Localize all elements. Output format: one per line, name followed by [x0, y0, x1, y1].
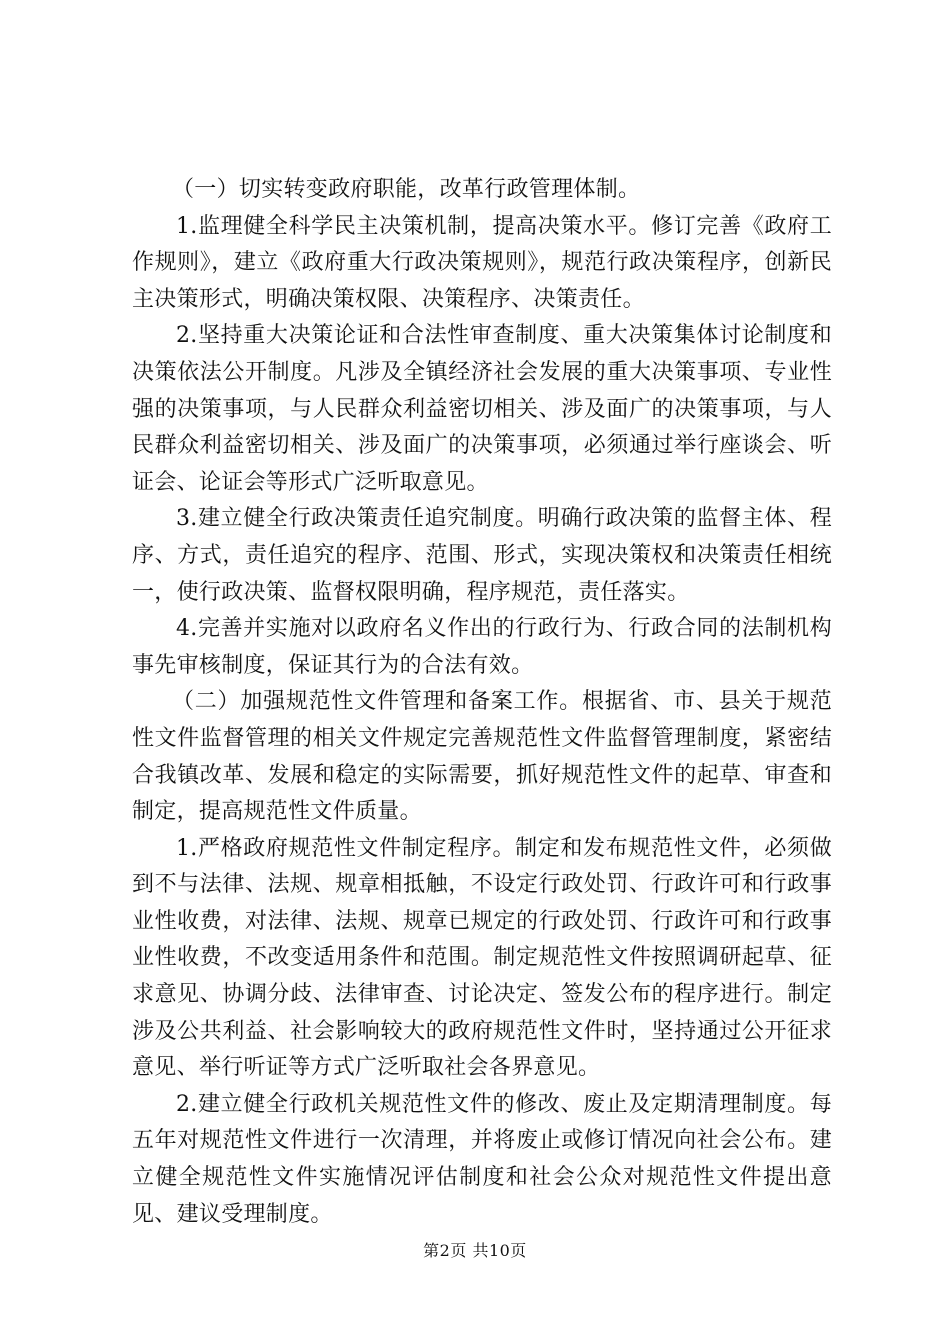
paragraph-item-1-1: 1.监理健全科学民主决策机制，提高决策水平。修订完善《政府工作规则》，建立《政府重大行政决策规则》，规范行政决策程序，创新民主决策形式，明确决策权限、决策程序、决策责任。: [132, 213, 832, 312]
section-heading-2: （二）加强规范性文件管理和备案工作。根据省、市、县关于规范性文件监督管理的相关文件规定完善规范性文件监督管理制度，紧密结合我镇改革、发展和稳定的实际需要，抓好规范性文件的起草、审查和制定，提高规范性文件质量。: [132, 689, 832, 825]
paragraph-item-2-1: 1.严格政府规范性文件制定程序。制定和发布规范性文件，必须做到不与法律、法规、规章相抵触，不设定行政处罚、行政许可和行政事业性收费，对法律、法规、规章已规定的行政处罚、行政许可和行政事业性收费，不改变适用条件和范围。制定规范性文件按照调研起草、征求意见、协调分歧、法律审查、讨论决定、签发公布的程序进行。制定涉及公共利益、社会影响较大的政府规范性文件时，坚持通过公开征求意见、举行听证等方式广泛听取社会各界意见。: [132, 835, 832, 1081]
paragraph-item-1-3: 3.建立健全行政决策责任追究制度。明确行政决策的监督主体、程序、方式，责任追究的程序、范围、形式，实现决策权和决策责任相统一，使行政决策、监督权限明确，程序规范，责任落实。: [132, 506, 832, 605]
page-footer: 第2页 共10页: [423, 1241, 527, 1260]
document-body: [132, 172, 832, 1233]
paragraph-item-2-2: 2.建立健全行政机关规范性文件的修改、废止及定期清理制度。每五年对规范性文件进行一次清理，并将废止或修订情况向社会公布。建立健全规范性文件实施情况评估制度和社会公众对规范性文件提出意见、建议受理制度。: [132, 1091, 832, 1227]
paragraph-item-1-2: 2.坚持重大决策论证和合法性审查制度、重大决策集体讨论制度和决策依法公开制度。凡涉及全镇经济社会发展的重大决策事项、专业性强的决策事项，与人民群众利益密切相关、涉及面广的决策事项，与人民群众利益密切相关、涉及面广的决策事项，必须通过举行座谈会、听证会、论证会等形式广泛听取意见。: [132, 323, 832, 495]
paragraph-item-1-4: 4.完善并实施对以政府名义作出的行政行为、行政合同的法制机构事先审核制度，保证其行为的合法有效。: [132, 616, 832, 678]
section-heading-1: （一）切实转变政府职能，改革行政管理体制。: [172, 177, 641, 202]
